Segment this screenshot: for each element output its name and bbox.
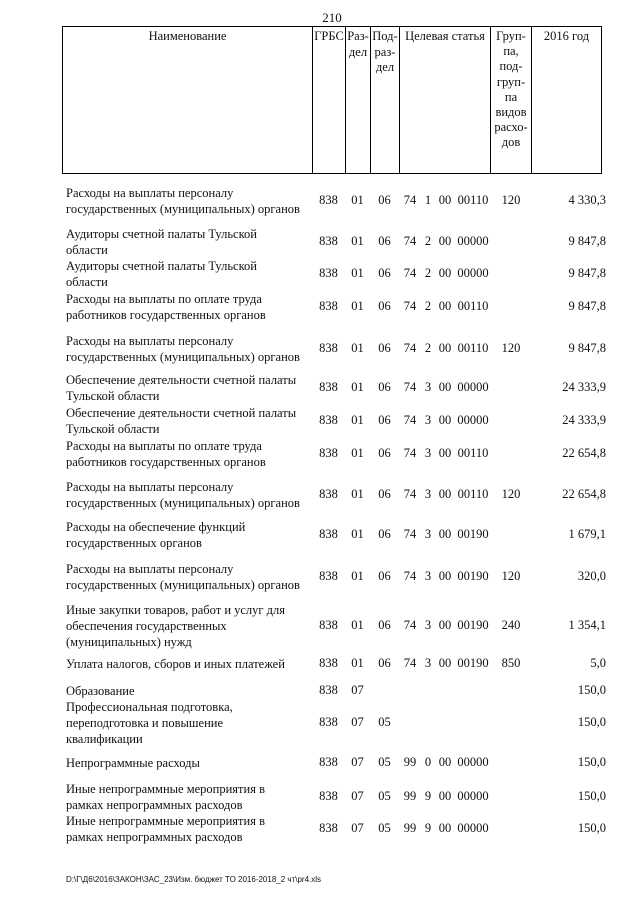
table-row xyxy=(0,258,640,290)
header-grbs: ГРБС xyxy=(314,29,344,43)
cell-podrazdel: 06 xyxy=(378,193,391,207)
cell-razdel: 01 xyxy=(351,527,364,541)
cell-sum-2016: 150,0 xyxy=(577,821,606,835)
cell-name xyxy=(66,405,312,437)
cell-grbs: 838 xyxy=(319,380,338,394)
table-row xyxy=(0,479,640,511)
header-border xyxy=(62,26,63,174)
cell-name-line: квалификации xyxy=(66,732,143,746)
cell-target-subprogram: 2 xyxy=(424,266,432,280)
cell-target-code: 00000 xyxy=(457,380,489,394)
cell-target-code: 00110 xyxy=(457,193,489,207)
cell-razdel: 07 xyxy=(351,755,364,769)
cell-name-line: работников государственных органов xyxy=(66,455,266,469)
cell-name-line: Иные непрограммные мероприятия в xyxy=(66,814,265,828)
cell-podrazdel: 06 xyxy=(378,413,391,427)
cell-sum-2016: 22 654,8 xyxy=(562,446,606,460)
cell-podrazdel: 05 xyxy=(378,821,391,835)
cell-razdel: 01 xyxy=(351,413,364,427)
header-podrazdel-line: Под- xyxy=(372,29,398,43)
header-target: Целевая статья xyxy=(405,29,485,43)
cell-grbs: 838 xyxy=(319,341,338,355)
cell-podrazdel: 06 xyxy=(378,487,391,501)
cell-target-subprogram: 3 xyxy=(424,656,432,670)
cell-name xyxy=(66,291,312,323)
cell-target-code: 00190 xyxy=(457,618,489,632)
table-row xyxy=(0,291,640,323)
table-row xyxy=(0,683,640,699)
cell-target-program: 74 xyxy=(403,234,417,248)
cell-target-direction: 00 xyxy=(438,446,452,460)
cell-name-line: Тульской области xyxy=(66,422,160,436)
cell-razdel: 01 xyxy=(351,341,364,355)
cell-name xyxy=(66,602,312,650)
cell-sum-2016: 9 847,8 xyxy=(568,341,606,355)
cell-grbs: 838 xyxy=(319,487,338,501)
cell-grbs: 838 xyxy=(319,683,338,697)
cell-target-direction: 00 xyxy=(438,821,452,835)
cell-name-line: Иные закупки товаров, работ и услуг для xyxy=(66,603,286,617)
cell-razdel: 01 xyxy=(351,487,364,501)
header-podrazdel xyxy=(371,29,399,76)
cell-name-line: переподготовка и повышение xyxy=(66,716,224,730)
cell-name-line: Аудиторы счетной палаты Тульской xyxy=(66,227,257,241)
cell-target-code: 00000 xyxy=(457,234,489,248)
cell-name-line: государственных органов xyxy=(66,536,202,550)
header-border xyxy=(531,26,532,174)
cell-expense-type: 120 xyxy=(501,341,521,355)
cell-target-subprogram: 3 xyxy=(424,446,432,460)
cell-target-direction: 00 xyxy=(438,487,452,501)
cell-sum-2016: 9 847,8 xyxy=(568,234,606,248)
cell-razdel: 01 xyxy=(351,569,364,583)
table-row xyxy=(0,781,640,813)
cell-target-subprogram: 3 xyxy=(424,413,432,427)
cell-target-program: 74 xyxy=(403,487,417,501)
table-row xyxy=(0,226,640,258)
cell-name-line: Тульской области xyxy=(66,389,160,403)
table-row xyxy=(0,656,640,672)
table-row xyxy=(0,602,640,650)
table-row xyxy=(0,561,640,593)
cell-razdel: 01 xyxy=(351,446,364,460)
header-border xyxy=(399,26,400,174)
table-row xyxy=(0,755,640,771)
cell-grbs: 838 xyxy=(319,618,338,632)
cell-name-line: Расходы на обеспечение функций xyxy=(66,520,246,534)
cell-target-subprogram: 9 xyxy=(424,789,432,803)
cell-name xyxy=(66,781,312,813)
table-row xyxy=(0,438,640,470)
table-row xyxy=(0,699,640,747)
cell-target-direction: 00 xyxy=(438,413,452,427)
cell-target-subprogram: 9 xyxy=(424,821,432,835)
cell-target-direction: 00 xyxy=(438,234,452,248)
cell-target-subprogram: 0 xyxy=(424,755,432,769)
header-bottom-border xyxy=(62,173,602,174)
header-vid-line: под- xyxy=(499,59,523,74)
cell-target-direction: 00 xyxy=(438,380,452,394)
cell-name xyxy=(66,333,312,365)
cell-expense-type: 120 xyxy=(501,487,521,501)
cell-podrazdel: 06 xyxy=(378,618,391,632)
cell-name-line: Непрограммные расходы xyxy=(66,756,200,770)
cell-name xyxy=(66,185,312,217)
cell-target-code: 00000 xyxy=(457,755,489,769)
header-razdel-line: Раз- xyxy=(347,29,369,43)
cell-target-subprogram: 2 xyxy=(424,299,432,313)
cell-name-line: Уплата налогов, сборов и иных платежей xyxy=(66,657,285,671)
cell-name-line: рамках непрограммных расходов xyxy=(66,798,243,812)
cell-razdel: 01 xyxy=(351,234,364,248)
cell-sum-2016: 9 847,8 xyxy=(568,266,606,280)
cell-grbs: 838 xyxy=(319,234,338,248)
header-podrazdel-line: раз- xyxy=(374,44,396,59)
table-row xyxy=(0,333,640,365)
header-vid-line: дов xyxy=(501,135,521,150)
cell-target-direction: 00 xyxy=(438,618,452,632)
cell-target-subprogram: 3 xyxy=(424,487,432,501)
cell-sum-2016: 1 679,1 xyxy=(568,527,606,541)
header-vid-line: Груп- xyxy=(496,29,526,43)
cell-razdel: 01 xyxy=(351,193,364,207)
table-row xyxy=(0,813,640,845)
cell-target-code: 00110 xyxy=(457,341,489,355)
cell-name xyxy=(66,561,312,593)
table-row xyxy=(0,185,640,217)
cell-grbs: 838 xyxy=(319,299,338,313)
cell-razdel: 07 xyxy=(351,821,364,835)
cell-sum-2016: 1 354,1 xyxy=(568,618,606,632)
cell-target-program: 74 xyxy=(403,618,417,632)
cell-name-line: Иные непрограммные мероприятия в xyxy=(66,782,265,796)
cell-name xyxy=(66,755,312,771)
cell-target-code: 00190 xyxy=(457,569,489,583)
cell-name-line: государственных (муниципальных) органов xyxy=(66,202,300,216)
cell-sum-2016: 320,0 xyxy=(577,569,606,583)
cell-name-line: области xyxy=(66,243,108,257)
page-number: 210 xyxy=(322,10,342,25)
cell-target-subprogram: 2 xyxy=(424,341,432,355)
cell-target-subprogram: 3 xyxy=(424,569,432,583)
cell-name-line: Расходы на выплаты персоналу xyxy=(66,562,234,576)
cell-name xyxy=(66,372,312,404)
cell-target-code: 00190 xyxy=(457,527,489,541)
file-path-footer: D:\Г\Д6\2016\ЗАКОН\ЗАС_23\Изм. бюджет ТО 2016-2018_2 чт\pr4.xls xyxy=(66,875,322,884)
cell-target-program: 99 xyxy=(403,821,417,835)
cell-razdel: 01 xyxy=(351,299,364,313)
cell-podrazdel: 05 xyxy=(378,755,391,769)
header-vid-line: расхо- xyxy=(494,120,528,135)
cell-razdel: 07 xyxy=(351,789,364,803)
cell-target-subprogram: 2 xyxy=(424,234,432,248)
cell-name xyxy=(66,258,312,290)
cell-expense-type: 120 xyxy=(501,193,521,207)
cell-target-code: 00000 xyxy=(457,789,489,803)
cell-name-line: работников государственных органов xyxy=(66,308,266,322)
header-top-border xyxy=(62,26,602,27)
cell-target-direction: 00 xyxy=(438,569,452,583)
cell-podrazdel: 06 xyxy=(378,569,391,583)
cell-grbs: 838 xyxy=(319,755,338,769)
cell-target-program: 74 xyxy=(403,380,417,394)
cell-target-direction: 00 xyxy=(438,193,452,207)
header-razdel xyxy=(346,29,370,60)
cell-name xyxy=(66,226,312,258)
cell-grbs: 838 xyxy=(319,656,338,670)
cell-target-direction: 00 xyxy=(438,299,452,313)
cell-podrazdel: 06 xyxy=(378,341,391,355)
cell-name-line: государственных (муниципальных) органов xyxy=(66,350,300,364)
cell-name xyxy=(66,656,312,672)
cell-name-line: области xyxy=(66,275,108,289)
cell-name-line: Обеспечение деятельности счетной палаты xyxy=(66,373,297,387)
cell-sum-2016: 150,0 xyxy=(577,715,606,729)
cell-name-line: рамках непрограммных расходов xyxy=(66,830,243,844)
header-border xyxy=(312,26,313,174)
cell-target-program: 74 xyxy=(403,341,417,355)
table-row xyxy=(0,372,640,404)
cell-name-line: Расходы на выплаты по оплате труда xyxy=(66,292,262,306)
cell-name xyxy=(66,519,312,551)
cell-podrazdel: 06 xyxy=(378,299,391,313)
cell-target-code: 00000 xyxy=(457,266,489,280)
cell-target-subprogram: 3 xyxy=(424,527,432,541)
cell-target-code: 00110 xyxy=(457,487,489,501)
cell-name-line: Расходы на выплаты по оплате труда xyxy=(66,439,262,453)
cell-grbs: 838 xyxy=(319,569,338,583)
cell-target-subprogram: 1 xyxy=(424,193,432,207)
cell-podrazdel: 05 xyxy=(378,715,391,729)
cell-grbs: 838 xyxy=(319,789,338,803)
cell-target-program: 74 xyxy=(403,569,417,583)
cell-razdel: 01 xyxy=(351,618,364,632)
header-vid-line: па, xyxy=(503,44,519,59)
cell-podrazdel: 06 xyxy=(378,527,391,541)
cell-sum-2016: 24 333,9 xyxy=(562,413,606,427)
cell-sum-2016: 4 330,3 xyxy=(568,193,606,207)
cell-target-program: 74 xyxy=(403,299,417,313)
cell-expense-type: 120 xyxy=(501,569,521,583)
cell-target-subprogram: 3 xyxy=(424,380,432,394)
cell-podrazdel: 06 xyxy=(378,380,391,394)
header-podrazdel-line: дел xyxy=(375,60,395,74)
header-year: 2016 год xyxy=(543,29,590,43)
cell-sum-2016: 5,0 xyxy=(590,656,606,670)
cell-podrazdel: 06 xyxy=(378,446,391,460)
header-vid-line: па xyxy=(504,89,518,104)
cell-target-program: 74 xyxy=(403,446,417,460)
cell-target-program: 74 xyxy=(403,527,417,541)
cell-name-line: Расходы на выплаты персоналу xyxy=(66,480,234,494)
cell-razdel: 01 xyxy=(351,380,364,394)
cell-grbs: 838 xyxy=(319,413,338,427)
cell-grbs: 838 xyxy=(319,193,338,207)
cell-name xyxy=(66,438,312,470)
cell-podrazdel: 05 xyxy=(378,789,391,803)
cell-sum-2016: 150,0 xyxy=(577,683,606,697)
cell-target-direction: 00 xyxy=(438,656,452,670)
cell-target-code: 00190 xyxy=(457,656,489,670)
cell-target-direction: 00 xyxy=(438,341,452,355)
cell-razdel: 01 xyxy=(351,266,364,280)
header-vid xyxy=(491,29,531,151)
cell-sum-2016: 150,0 xyxy=(577,755,606,769)
cell-name-line: государственных (муниципальных) органов xyxy=(66,578,300,592)
cell-name-line: обеспечения государственных xyxy=(66,619,227,633)
cell-sum-2016: 24 333,9 xyxy=(562,380,606,394)
cell-target-code: 00110 xyxy=(457,299,489,313)
cell-grbs: 838 xyxy=(319,527,338,541)
cell-target-subprogram: 3 xyxy=(424,618,432,632)
header-border xyxy=(601,26,602,174)
cell-name-line: (муниципальных) нужд xyxy=(66,635,192,649)
cell-target-program: 99 xyxy=(403,755,417,769)
cell-target-direction: 00 xyxy=(438,266,452,280)
cell-target-program: 74 xyxy=(403,413,417,427)
cell-sum-2016: 150,0 xyxy=(577,789,606,803)
header-name: Наименование xyxy=(148,29,227,43)
cell-grbs: 838 xyxy=(319,446,338,460)
cell-name-line: Образование xyxy=(66,684,135,698)
cell-name xyxy=(66,479,312,511)
header-razdel-line: дел xyxy=(348,44,368,59)
cell-target-program: 74 xyxy=(403,266,417,280)
cell-name-line: государственных (муниципальных) органов xyxy=(66,496,300,510)
cell-target-direction: 00 xyxy=(438,527,452,541)
cell-grbs: 838 xyxy=(319,715,338,729)
cell-target-program: 74 xyxy=(403,656,417,670)
cell-name-line: Профессиональная подготовка, xyxy=(66,700,233,714)
cell-name xyxy=(66,813,312,845)
cell-razdel: 01 xyxy=(351,656,364,670)
cell-sum-2016: 9 847,8 xyxy=(568,299,606,313)
cell-grbs: 838 xyxy=(319,821,338,835)
cell-name-line: Аудиторы счетной палаты Тульской xyxy=(66,259,257,273)
cell-podrazdel: 06 xyxy=(378,234,391,248)
cell-podrazdel: 06 xyxy=(378,266,391,280)
cell-name xyxy=(66,683,312,699)
header-vid-line: видов xyxy=(495,105,527,120)
cell-target-program: 74 xyxy=(403,193,417,207)
cell-expense-type: 240 xyxy=(501,618,521,632)
cell-target-direction: 00 xyxy=(438,789,452,803)
cell-target-program: 99 xyxy=(403,789,417,803)
cell-razdel: 07 xyxy=(351,715,364,729)
cell-name-line: Расходы на выплаты персоналу xyxy=(66,334,234,348)
cell-sum-2016: 22 654,8 xyxy=(562,487,606,501)
cell-grbs: 838 xyxy=(319,266,338,280)
header-vid-line: груп- xyxy=(496,74,526,89)
table-row xyxy=(0,405,640,437)
cell-target-direction: 00 xyxy=(438,755,452,769)
cell-podrazdel: 06 xyxy=(378,656,391,670)
cell-target-code: 00000 xyxy=(457,821,489,835)
cell-name xyxy=(66,699,312,747)
table-row xyxy=(0,519,640,551)
cell-target-code: 00000 xyxy=(457,413,489,427)
cell-target-code: 00110 xyxy=(457,446,489,460)
cell-razdel: 07 xyxy=(351,683,364,697)
cell-expense-type: 850 xyxy=(501,656,521,670)
cell-name-line: Обеспечение деятельности счетной палаты xyxy=(66,406,297,420)
cell-name-line: Расходы на выплаты персоналу xyxy=(66,186,234,200)
